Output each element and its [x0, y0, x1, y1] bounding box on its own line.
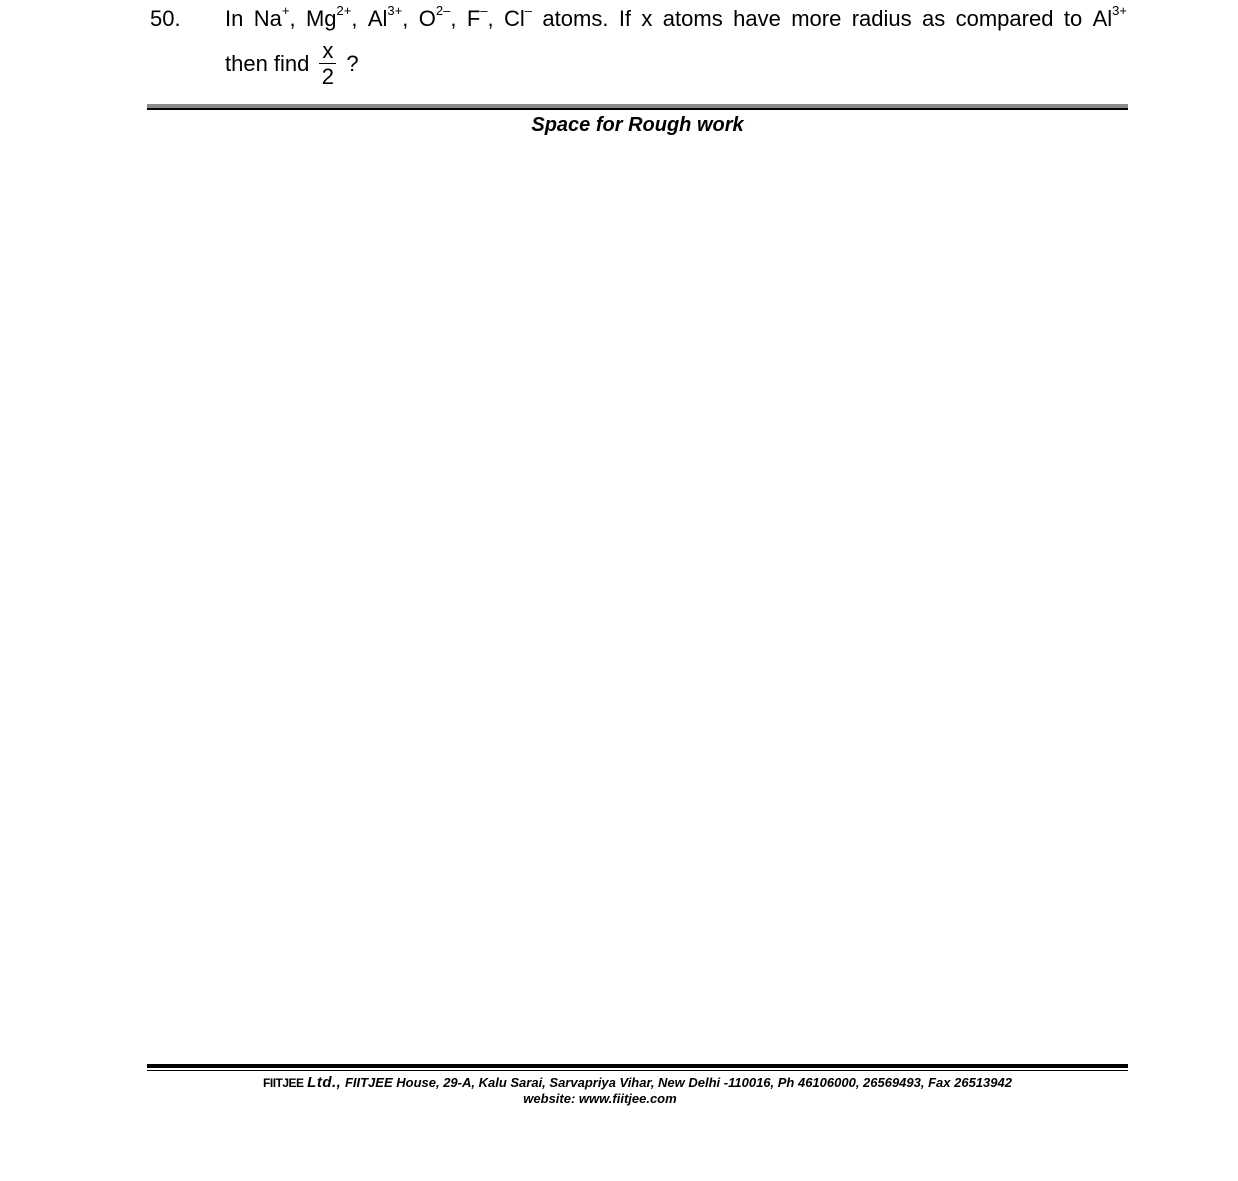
- footer-divider-thick: [147, 1064, 1128, 1068]
- fraction-numerator: x: [319, 39, 336, 64]
- question-text-line-1: [225, 2, 1127, 32]
- ion-magnesium: $Mg^{2+}$,: [305, 2, 358, 31]
- ion-aluminium: $Al^{3+}$,: [367, 2, 409, 31]
- ion-oxide: $O^{2-}$,: [418, 2, 457, 31]
- footer-divider-thin: [147, 1070, 1128, 1071]
- word: compared: [955, 6, 1054, 31]
- footer-brand: FIITJEE: [263, 1076, 304, 1090]
- footer-website: website: www.fiitjee.com: [523, 1091, 677, 1106]
- rough-work-heading: Space for Rough work: [531, 114, 744, 136]
- footer-address-line: [147, 1075, 1128, 1091]
- question-number: 50.: [150, 6, 181, 31]
- word: to: [1063, 6, 1083, 31]
- fraction-denominator: 2: [321, 63, 335, 89]
- word: radius: [851, 6, 912, 31]
- footer-address: FIITJEE House, 29-A, Kalu Sarai, Sarvapriya Vihar, New Delhi -110016, Ph 46106000, 26569493, Fax 26513942: [344, 1075, 1012, 1090]
- ion-sodium: Na+,: [253, 2, 296, 31]
- ion-aluminium-end: $Al^{3+}$: [1092, 2, 1127, 31]
- word: as: [921, 6, 946, 31]
- word: x: [641, 6, 653, 31]
- question-prompt: then find: [225, 51, 310, 76]
- word: In: [225, 6, 244, 31]
- word: If: [618, 6, 632, 31]
- ion-chloride: Cl–: [504, 2, 533, 31]
- word: atoms.: [542, 6, 609, 31]
- question-text-line-2: [225, 36, 359, 92]
- word: more: [791, 6, 842, 31]
- section-divider: [147, 104, 1128, 110]
- word: have: [733, 6, 781, 31]
- word: atoms: [662, 6, 723, 31]
- ion-fluoride: F–,: [466, 2, 494, 31]
- fraction: [319, 39, 336, 90]
- question-mark: ?: [346, 51, 359, 76]
- footer-ltd: Ltd.,: [307, 1074, 342, 1091]
